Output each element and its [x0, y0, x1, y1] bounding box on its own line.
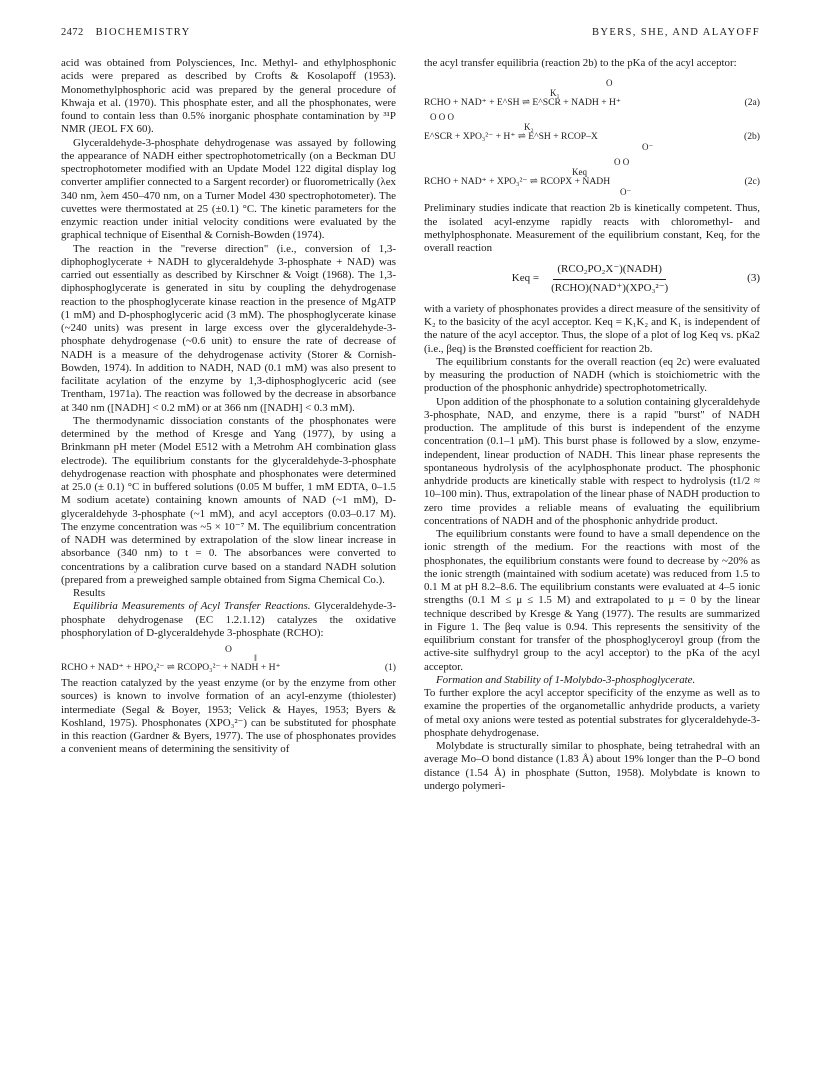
- paragraph: Upon addition of the phosphonate to a solution containing glyceraldehyde 3-phosphate, NAD, and enzyme, there is a rapid "burst" of NADH production. The amplitude of this burst is independent of the enzyme concentration (0.1–1 μM). This burst phase is followed by a slow, enzyme-independent, linear production of NADH. This linear phase represents the spontaneous hydrolysis of the acylphosphonate product. The phosphonic anhydride products are kinetically stable with respect to hydrolysis (t1/2 ≈ 10–100 min). Thus, extrapolation of the linear phase of NADH production to zero time provides a reliable means of evaluating the equilibrium concentrations of NADH and of the phosphonic anhydride product.: [424, 395, 760, 527]
- paragraph: The equilibrium constants for the overall reaction (eq 2c) were evaluated by measuring the production of NADH (which is stoichiometric with the production of the phosphonic anhydride) spectrophotometrically.: [424, 355, 760, 395]
- eq2a-top: O: [606, 78, 613, 89]
- eq2c-top: O O: [614, 157, 630, 168]
- equation-2c: [424, 157, 760, 198]
- paragraph: Molybdate is structurally similar to phosphate, being tetrahedral with an average Mo–O bond distance (1.83 Å) about 19% longer than the P–O bond distance (1.54 Å) in phosphate (Sutton, 1958). Molybdate is known to undergo polymeri-: [424, 740, 760, 792]
- paragraph: The reaction catalyzed by the yeast enzyme (or by the enzyme from other sources) is known to involve formation of an acyl-enzyme (thiolester) intermediate (Segal & Boyer, 1953; Velick & Hayes, 1953; Byers & Koshland, 1975). Phosphonates (XPO₃²⁻) can be substituted for phosphate in this reaction (Gardner & Byers, 1977). The use of phosphonates provides a convenient means of determining the sensitivity of: [61, 677, 396, 756]
- eq3-numerator: (RCO₂PO₂X⁻)(NADH): [553, 263, 666, 279]
- eq2c-number: (2c): [744, 176, 760, 188]
- subsection-title: Equilibria Measurements of Acyl Transfer Reactions.: [73, 600, 311, 613]
- eq2a-constant: K₁: [550, 88, 560, 99]
- paragraph: The reaction in the "reverse direction" (i.e., conversion of 1,3-diphophoglycerate + NADH to glyceraldehyde 3-phosphate + NAD) was carried out essentially as described by Kirschner & Voigt (1968). The 1,3-diphosphoglycerate is generated in situ by coupling the dehydrogenase reaction to the phosphoglycerate kinase reaction in the presence of MgATP (1 mM) and D-phosphoglyceric acid (3 mM). The phosphoglycerate kinase (~240 units) was present in large excess over the glyceraldehyde-3-phosphate dehydrogenase (~0.6 unit) to ensure the rate of decrease of NADH is a measure of the dehydrogenase activity (Storer & Cornish-Bowden, 1974). In addition to NADH, NAD (0.1 mM) was also present to facilitate acylation of the enzyme by 1,3-diphosphoglyceric acid (see Trentham, 1971a). The reaction was followed by the decrease in absorbance at 340 nm ([NADH] < 0.2 mM) or at 366 nm ([NADH] < 0.3 mM).: [61, 242, 396, 414]
- paragraph: acid was obtained from Polysciences, Inc. Methyl- and ethylphosphonic acids were prepared as described by Crofts & Kosolapoff (1953). Monomethylphosphoric acid was prepared by the general procedure of Khwaja et al. (1970). This phosphate ester, and all the phosphonates, were found to contain less than 0.5% inorganic phosphate contamination by ³¹P NMR (JEOL FX 60).: [61, 57, 396, 136]
- paragraph: To further explore the acyl acceptor specificity of the enzyme as well as to examine the properties of the organometallic anhydride products, a variety of metal oxy anions were tested as potential substrates for glyceraldehyde-3-phosphate dehydrogenase.: [424, 687, 760, 739]
- eq2b-number: (2b): [744, 131, 760, 143]
- running-header-authors: BYERS, SHE, AND ALAYOFF: [591, 27, 760, 38]
- eq1-bond: ‖: [254, 653, 257, 664]
- paragraph: [61, 600, 396, 640]
- left-column: [61, 57, 396, 757]
- journal-name: BIOCHEMISTRY: [95, 27, 191, 38]
- paragraph: The thermodynamic dissociation constants of the phosphonates were determined by the method of Kresge and Yang (1977), by using a Brinkmann pH meter (Model E512 with a Metrohm AH combination glass electrode). The equilibrium constants for the glyceraldehyde-3-phosphate dehydrogenase reaction with phosphate and phosphonates were determined at 25.0 (± 0.1) °C in buffered solutions (0.05 M buffer, 1 mM EDTA, 0–1.5 M sodium acetate) containing known amounts of NAD (~1 mM), D-glyceraldehyde 3-phosphate (~1 mM), and acyl acceptors (0.03–0.17 M). The enzyme concentration was ~5 × 10⁻⁷ M. The equilibrium concentration of NADH was determined by extrapolation of the slow linear increase in absorbance (340 nm) to t = 0. The absorbances were converted to concentrations by a calibration curve based on a standard NADH solution (prepared from a preweighed sample obtained from Sigma Chemical Co.).: [61, 414, 396, 586]
- paragraph: with a variety of phosphonates provides a direct measure of the sensitivity of K₂ to the basicity of the acyl acceptor. Keq = K₁K₂ and K₁ is independent of the nature of the acyl acceptor. Thus, the slope of a plot of log Keq vs. pKa2 (i.e., βeq) is the Brønsted coefficient for reaction 2b.: [424, 302, 760, 355]
- subsection-title: Formation and Stability of 1-Molybdo-3-phosphoglycerate.: [436, 673, 696, 686]
- section-heading-results: Results: [73, 587, 106, 599]
- eq1-expression: RCHO + NAD⁺ + HPO₄²⁻ ⇌ RCOPO₃²⁻ + NADH + H⁺: [61, 662, 281, 673]
- page-number: 2472: [61, 27, 84, 38]
- eq3-lhs: Keq =: [511, 272, 540, 285]
- equation-3: [424, 263, 760, 295]
- eq1-number: (1): [384, 662, 396, 673]
- eq3-denominator: (RCHO)(NAD⁺)(XPO₃²⁻): [551, 281, 669, 294]
- eq2a-number: (2a): [744, 97, 760, 109]
- right-column: [424, 57, 760, 793]
- eq2c-expression: RCHO + NAD⁺ + XPO₃²⁻ ⇌ RCOPX + NADH: [424, 176, 611, 188]
- paragraph: The equilibrium constants were found to have a small dependence on the ionic strength of the medium. For the reactions with most of the phosphonates, the equilibrium constants were found to decrease by ~20% as the ionic strength (maintained with sodium acetate) was reduced from 1.5 to 0.1 M at pH 8.2–8.6. The equilibrium constants were evaluated at 4–5 ionic strengths (0.1 M ≤ μ ≤ 1.5 M) and extrapolated to μ = 0 by the linear technique described by Kresge & Yang (1977). The results are summarized in Figure 1. The βeq value is 0.94. This represents the sensitivity of the equilibrium constant for transfer of the phosphoglyceroyl group (from the active-site sulfhydryl group to the acyl acceptor) to the pKa of the acyl acceptor.: [424, 528, 760, 673]
- running-header-left: [61, 27, 191, 38]
- eq2b-constant: K₂: [524, 122, 534, 133]
- paragraph: Preliminary studies indicate that reaction 2b is kinetically competent. Thus, the isolated acyl-enzyme rapidly reacts with chloromethyl- and methylphosphonate. Measurement of the equilibrium constant, Keq, for the overall reaction: [424, 202, 760, 254]
- eq2b-top: O O O: [430, 112, 454, 123]
- eq2c-constant: Keq: [572, 167, 587, 178]
- eq2a-expression: RCHO + NAD⁺ + E^SH ⇌ E^SCR + NADH + H⁺: [424, 97, 621, 109]
- eq3-number: (3): [747, 272, 760, 285]
- eq1-carbonyl-o: O: [225, 644, 232, 655]
- eq2b-bottom: O⁻: [642, 142, 654, 153]
- eq3-fraction: [547, 263, 672, 295]
- equation-1: [61, 644, 396, 673]
- eq2b-expression: E^SCR + XPO₃²⁻ + H⁺ ⇌ E^SH + RCOP–X: [424, 131, 598, 143]
- paragraph: the acyl transfer equilibria (reaction 2b) to the pKa of the acyl acceptor:: [424, 57, 737, 69]
- equation-2b: [424, 112, 760, 153]
- paragraph: Glyceraldehyde-3-phosphate dehydrogenase was assayed by following the appearance of NADH either spectrophotometrically (on a Beckman DU spectrophotometer modified with an Update Model 122 digital display log converter amplifier connected to a Sargent recorder) or fluorometrically (λex 340 nm, λem 450–470 nm, on a Turner Model 430 spectrophotometer). The cuvettes were thermostated at 25 (±0.1) °C. The kinetic parameters for the enzymic reaction under initial velocity conditions were evaluated by the graphical technique of Eisenthal & Cornish-Bowden (1974).: [61, 136, 396, 242]
- paragraph-text: Glyceraldehyde-3-phosphate dehydrogenase (EC 1.2.1.12) catalyzes the oxidative phosphorylation of D-glyceraldehyde 3-phosphate (RCHO):: [61, 600, 396, 639]
- eq2c-bottom: O⁻: [620, 187, 632, 198]
- equation-2a: [424, 78, 760, 108]
